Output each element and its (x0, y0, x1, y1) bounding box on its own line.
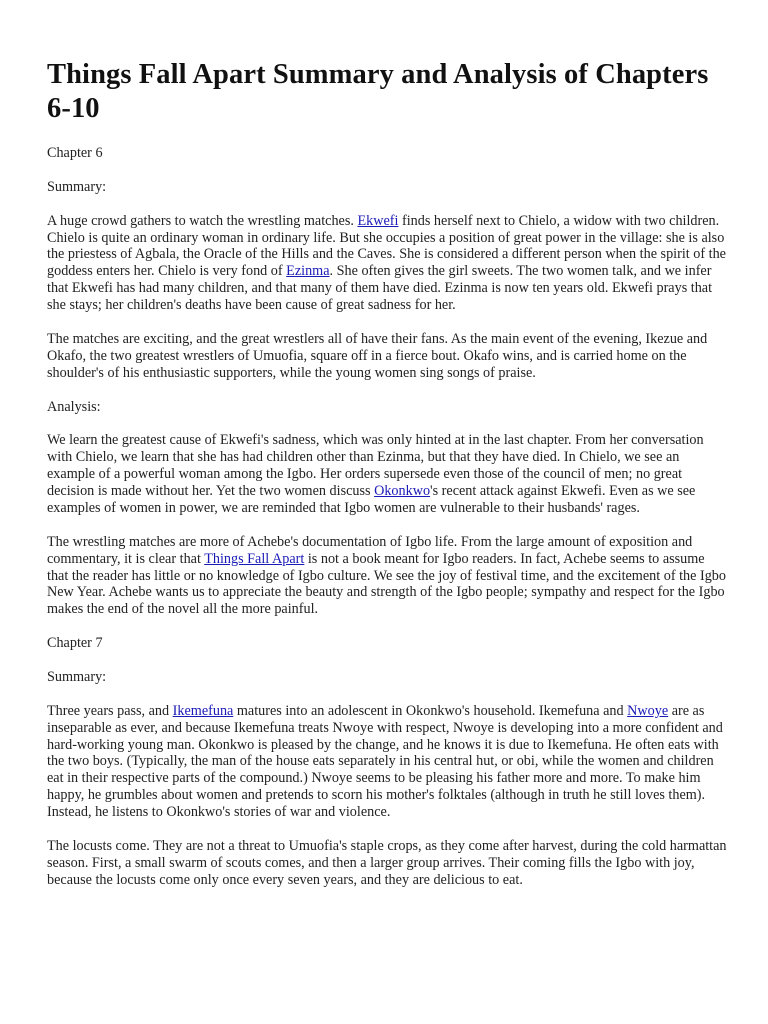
text-run: . She often gives the girl sweets. The two women talk, and we infer that Ekwefi has had many children, and that many of them have died. Ezinma is now ten years old. Ekwefi prays that she stays; her children's deaths have been cause of great sadness for her. (47, 263, 713, 314)
text-run: matures into an adolescent in Okonkwo's household. Ikemefuna and (233, 702, 628, 719)
text-run: A huge crowd gathers to watch the wrestling matches. (47, 212, 358, 229)
body-paragraph (47, 703, 728, 821)
link-nwoye[interactable]: Nwoye (627, 702, 669, 719)
section-label (47, 145, 728, 162)
text-run: The matches are exciting, and the great wrestlers all of have their fans. As the main event of the evening, Ikezue and Okafo, the two greatest wrestlers of Umuofia, square off in a fierce bout. Okafo wins, and is carried home on the shoulder's of his enthusiastic supporters, while the young women sing songs of praise. (47, 330, 708, 381)
text-run: 's recent attack against Ekwefi. Even as we see examples of women in power, we are reminded that Igbo women are vulnerable to their husbands' rages. (47, 483, 696, 516)
text-run: are as inseparable as ever, and because Ikemefuna treats Nwoye with respect, Nwoye is developing into a more confident and hard-working young man. Okonkwo is pleased by the change, and he knows it is due to Ikemefuna. He often eats with the two boys. (Typically, the man of the house eats separately in his central hut, or obi, while the women and children eat in their respective parts of the compound.) Nwoye seems to be pleasing his father more and more. To make him happy, he grumbles about women and pretends to scorn his mother's folktales (although in truth he still loves them). Instead, he listens to Okonkwo's stories of war and violence. (47, 702, 723, 821)
text-run: Chapter 6 (47, 145, 103, 161)
body-paragraph (47, 838, 728, 889)
text-run: The locusts come. They are not a threat to Umuofia's staple crops, as they come after harvest, during the cold harmattan season. First, a small swarm of scouts comes, and then a larger group arrives. Their coming fills the Igbo with joy, because the locusts come only once every seven years, and they are delicious to eat. (47, 838, 727, 888)
text-run: Chapter 7 (47, 635, 103, 652)
document-body (47, 145, 728, 889)
link-okonkwo[interactable]: Okonkwo (374, 483, 431, 500)
text-run: Three years pass, and (47, 702, 173, 719)
section-label (47, 179, 728, 196)
section-label (47, 669, 728, 686)
link-ekwefi[interactable]: Ekwefi (357, 212, 399, 229)
body-paragraph (47, 331, 728, 382)
link-ikemefuna[interactable]: Ikemefuna (172, 702, 234, 719)
link-things-fall-apart[interactable]: Things Fall Apart (204, 550, 305, 567)
page-title: Things Fall Apart Summary and Analysis of Chapters 6-10 (47, 59, 709, 124)
text-run: finds herself next to Chielo, a widow with two children. Chielo is quite an ordinary woman in ordinary life. But she occupies a position of great power in the village: she is also the priestess of Agbala, the Oracle of the Hills and the Caves. She is considered a different person when the spirit of the goddess enters her. Chielo is very fond of (47, 212, 726, 280)
section-label (47, 399, 728, 416)
body-paragraph (47, 213, 728, 314)
text-run: Summary: (47, 668, 107, 685)
section-label (47, 635, 728, 652)
text-run: Analysis: (47, 398, 101, 415)
text-run: We learn the greatest cause of Ekwefi's sadness, which was only hinted at in the last chapter. From her conversation with Chielo, we learn that she has had children other than Ezinma, but that they have died. In Chielo, we see an example of a powerful woman among the Igbo. Her orders supersede even those of the council of men; no great decision is made without her. Yet the two women discuss (47, 432, 704, 500)
body-paragraph (47, 432, 728, 517)
text-run: is not a book meant for Igbo readers. In fact, Achebe seems to assume that the reader has little or no knowledge of Igbo culture. We see the joy of festival time, and the excitement of the Igbo New Year. Achebe wants us to appreciate the beauty and strength of the Igbo people; sympathy and respect for the Igbo makes the end of the novel all the more painful. (47, 550, 726, 618)
text-run: Summary: (47, 178, 107, 195)
body-paragraph (47, 534, 728, 619)
text-run: The wrestling matches are more of Achebe's documentation of Igbo life. From the large amount of exposition and commentary, it is clear that (47, 533, 693, 567)
link-ezinma[interactable]: Ezinma (286, 263, 330, 280)
